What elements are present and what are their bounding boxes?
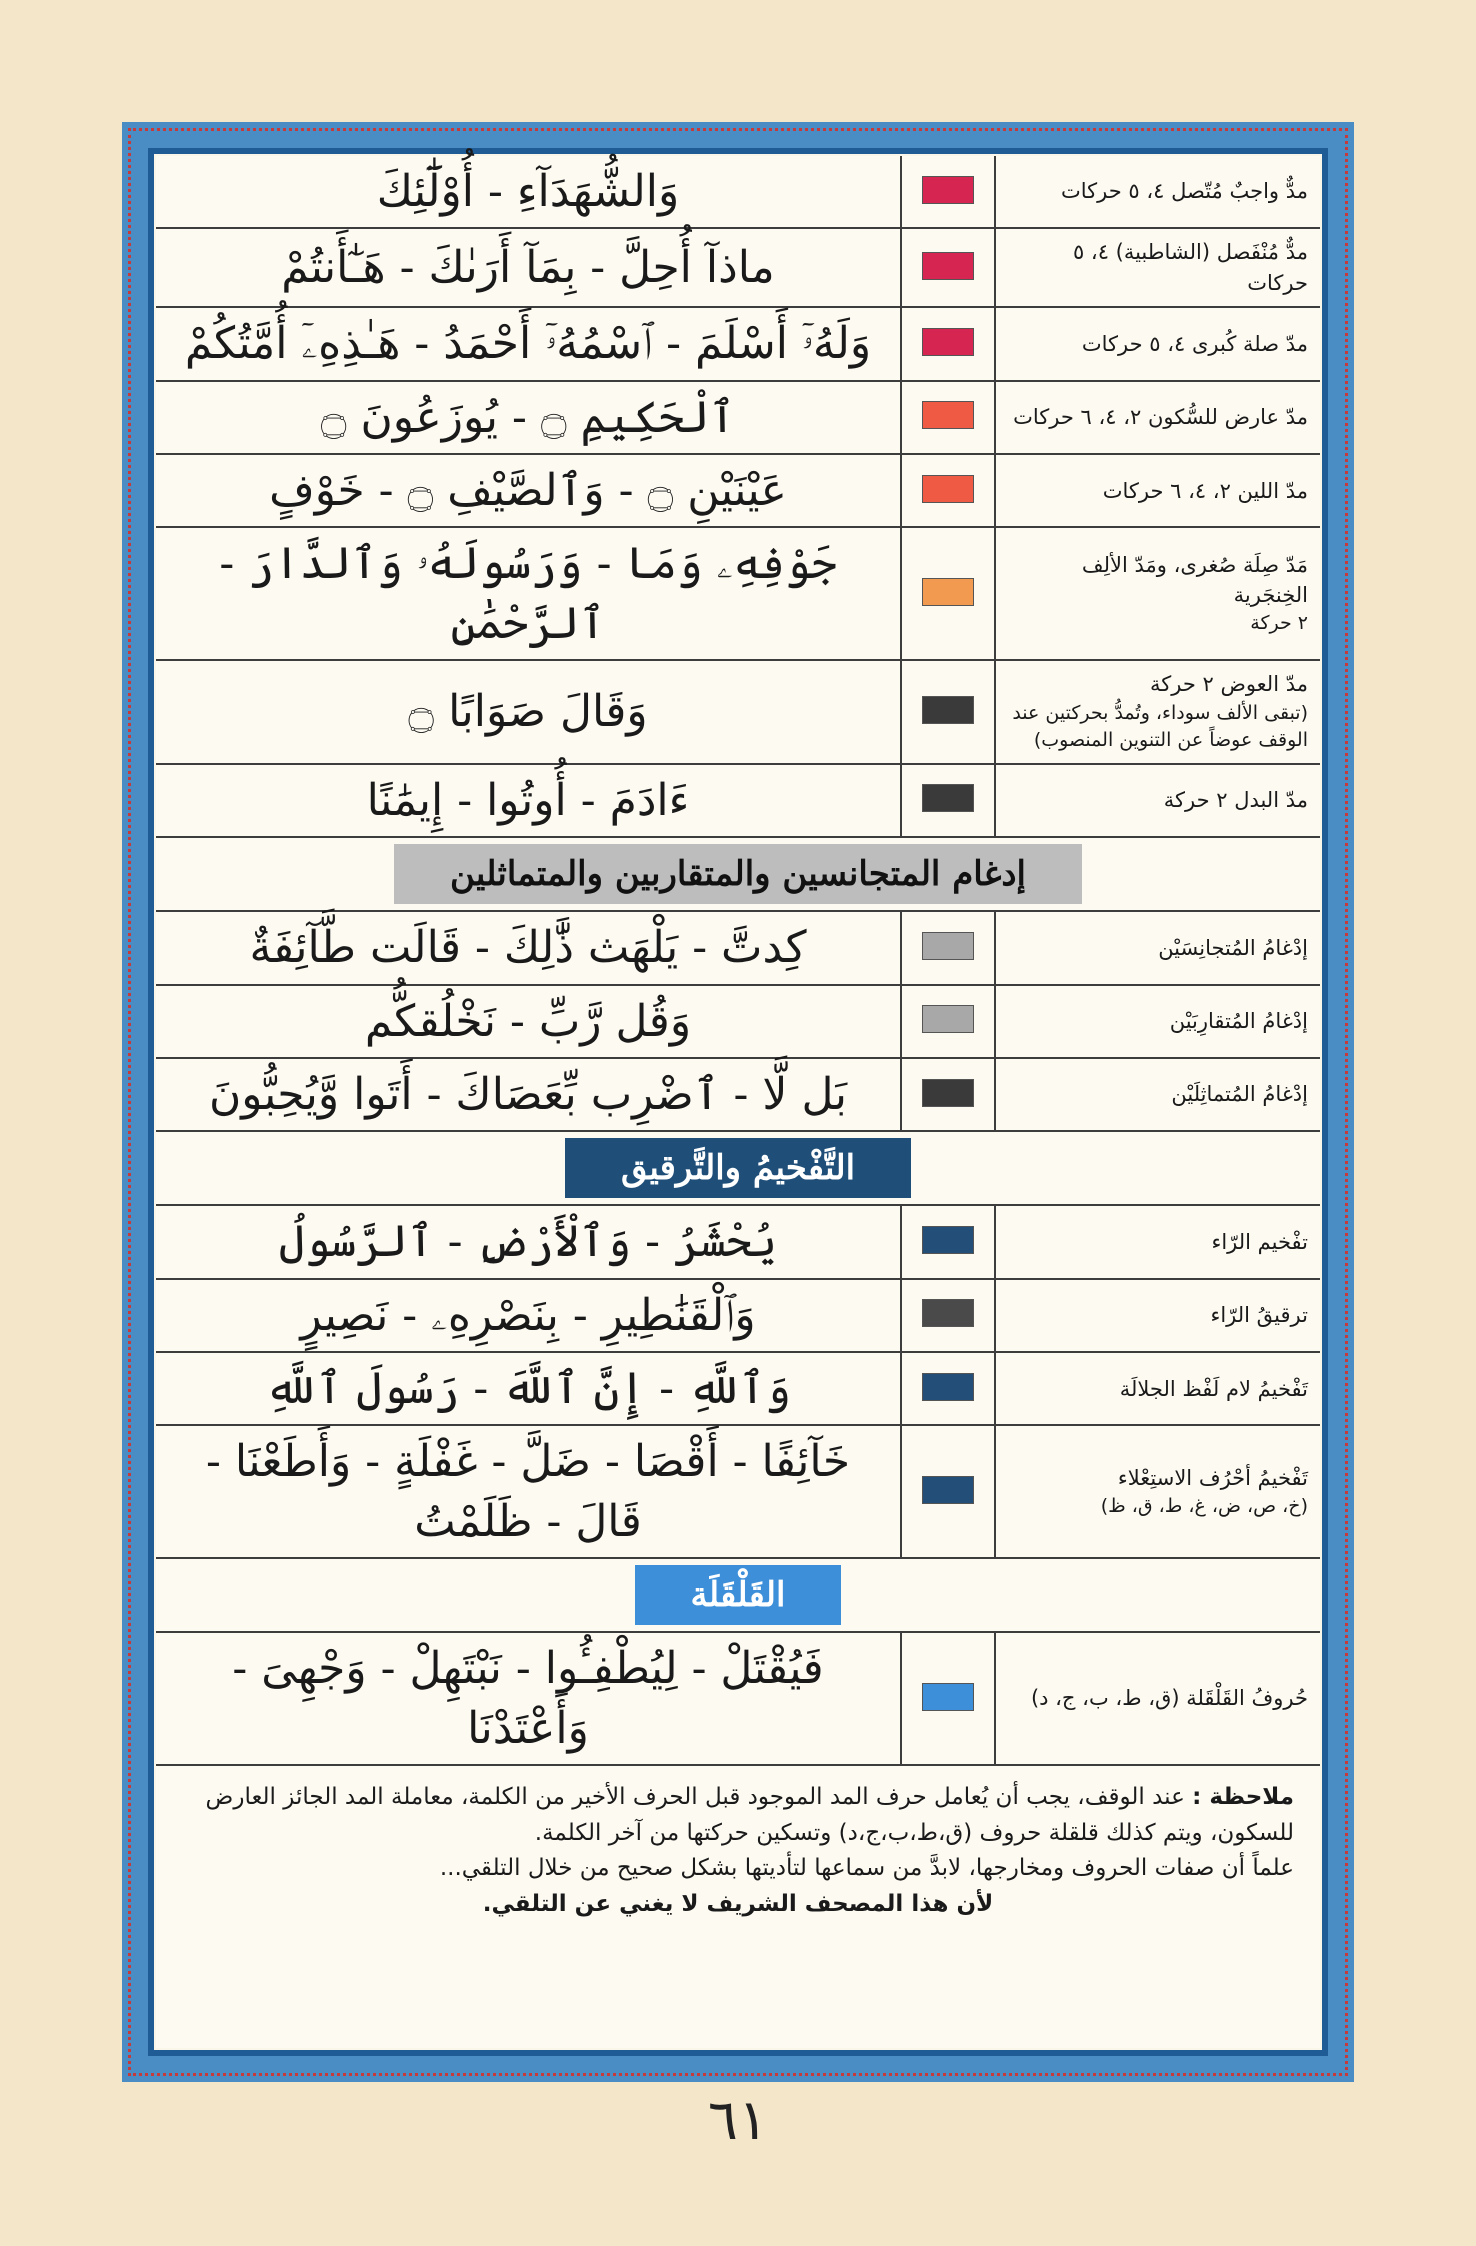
rule-label-note: (خ، ص، ض، غ، ط، ق، ظ) xyxy=(1100,1495,1308,1518)
rule-label: مدٌّ واجبٌ مُتّصل ٤، ٥ حركات xyxy=(1060,179,1308,204)
rule-example: كِدتَّ - يَلْهَث ذَّٰلِكَ - قَالَت طَّآئِفَةٌ xyxy=(156,911,901,984)
color-swatch xyxy=(922,932,974,960)
color-swatch xyxy=(922,784,974,812)
rule-label: مدٌّ مُنْفَصل (الشاطبية) ٤، ٥ حركات xyxy=(1072,240,1308,295)
page-border xyxy=(122,122,1354,2082)
qalqala-heading: القَلْقَلَة xyxy=(635,1565,842,1625)
rule-row xyxy=(156,1205,1320,1278)
rule-example: ماذآ أُحِلَّ - بِمَآ أَرَىٰكَ - هَـٰٓأَنتُمْ xyxy=(156,228,901,307)
note-section xyxy=(156,1766,1320,1929)
rule-example: وَقُل رَّبِّ - نَخْلُقكُّم xyxy=(156,985,901,1058)
rule-label-cell xyxy=(995,1632,1320,1765)
tafkhim-heading-cell xyxy=(156,1131,1320,1205)
idgham-heading-row xyxy=(156,837,1320,911)
color-swatch xyxy=(922,1005,974,1033)
color-swatch xyxy=(922,578,974,606)
rule-label-cell xyxy=(995,1058,1320,1131)
rule-example: جَوْفِهِۦ وَمَا - وَرَسُولَهُۥ وَٱلدَّارَ - ٱلرَّحْمَٰنِ xyxy=(156,527,901,660)
rule-label-cell xyxy=(995,911,1320,984)
color-swatch-cell xyxy=(901,1352,995,1425)
qalqala-heading-row xyxy=(156,1558,1320,1632)
note-text-1: عند الوقف، يجب أن يُعامل حرف المد الموجود قبل الحرف الأخير من الكلمة، معاملة المد الجائز العارض للسكون، ويتم كذلك قلقلة حروف (ق،ط،ب،ج،د) وتسكين حركتها من آخر الكلمة. xyxy=(205,1784,1294,1846)
rule-row xyxy=(156,1058,1320,1131)
rule-label: ترقيقُ الرّاء xyxy=(1210,1303,1308,1328)
color-swatch xyxy=(922,328,974,356)
note-text-3: لأن هذا المصحف الشريف لا يغني عن التلقي. xyxy=(482,1890,994,1917)
rule-label-note: (تبقى الألف سوداء، وتُمدُّ بحركتين عند الوقف عوضاً عن التنوين المنصوب) xyxy=(1012,701,1308,752)
rule-label-cell xyxy=(995,156,1320,228)
rule-row xyxy=(156,228,1320,307)
rule-example: وَٱلْقَنَٰطِيرِ - بِنَصْرِهِۦ - نَصِيرٍ xyxy=(156,1279,901,1352)
rule-example: ءَادَمَ - أُوتُوا - إِيمَٰنًا xyxy=(156,764,901,837)
rule-label: تَفْخيمُ لام لَفْظ الجلالَة xyxy=(1119,1376,1308,1401)
rule-label-cell xyxy=(995,1425,1320,1558)
page-number: ٦١ xyxy=(707,2088,769,2153)
rule-label-cell xyxy=(995,660,1320,764)
rule-example: بَل لَّا - ٱضْرِب بِّعَصَاكَ - أَتَوا وَّيُحِبُّونَ xyxy=(156,1058,901,1131)
color-swatch-cell xyxy=(901,307,995,380)
rule-example: وَالشُّهَدَآءِ - أُوْلَٰٓئِكَ xyxy=(156,156,901,228)
rule-example: وَقَالَ صَوَابًا ۝ xyxy=(156,660,901,764)
color-swatch xyxy=(922,1079,974,1107)
color-swatch-cell xyxy=(901,1058,995,1131)
color-swatch xyxy=(922,401,974,429)
rule-label: مدّ صلة كُبرى ٤، ٥ حركات xyxy=(1081,331,1308,356)
rule-label: تفْخيم الرّاء xyxy=(1211,1229,1308,1254)
color-swatch xyxy=(922,1683,974,1711)
color-swatch-cell xyxy=(901,454,995,527)
rule-example: ٱلْحَكِيمِ ۝ - يُوزَعُونَ ۝ xyxy=(156,381,901,454)
color-swatch-cell xyxy=(901,764,995,837)
rule-label: مدّ البدل ٢ حركة xyxy=(1163,788,1308,813)
idgham-heading: إدغام المتجانسين والمتقاربين والمتماثلين xyxy=(394,844,1082,904)
rule-label: إدْغامُ المُتجانِسَيْن xyxy=(1158,935,1308,960)
color-swatch-cell xyxy=(901,985,995,1058)
rule-row xyxy=(156,1425,1320,1558)
page-content xyxy=(156,156,1320,2048)
rule-row xyxy=(156,454,1320,527)
color-swatch xyxy=(922,475,974,503)
idgham-heading-cell xyxy=(156,837,1320,911)
color-swatch-cell xyxy=(901,1425,995,1558)
color-swatch-cell xyxy=(901,1632,995,1765)
rule-example: يُحْشَرُ - وَٱلْأَرْضِ - ٱلرَّسُولُ xyxy=(156,1205,901,1278)
rule-row xyxy=(156,911,1320,984)
rule-label: إدْغامُ المُتقارِبَيْن xyxy=(1169,1009,1308,1033)
rule-label-cell xyxy=(995,527,1320,660)
rule-example: عَيْنَيْنِ ۝ - وَٱلصَّيْفِ ۝ - خَوْفٍ xyxy=(156,454,901,527)
rule-label: تَفْخيمُ أحْرُف الاستِعْلاء xyxy=(1117,1465,1308,1490)
color-swatch xyxy=(922,1476,974,1504)
note-lead: ملاحظة : xyxy=(1192,1784,1294,1811)
color-swatch-cell xyxy=(901,660,995,764)
color-swatch xyxy=(922,696,974,724)
rule-row xyxy=(156,764,1320,837)
rule-label-cell xyxy=(995,985,1320,1058)
note-paragraph-1 xyxy=(182,1780,1294,1851)
rule-label-cell xyxy=(995,1205,1320,1278)
color-swatch-cell xyxy=(901,1205,995,1278)
rule-row xyxy=(156,381,1320,454)
color-swatch-cell xyxy=(901,381,995,454)
rule-row xyxy=(156,1352,1320,1425)
note-text-2: علماً أن صفات الحروف ومخارجها، لابدَّ من سماعها لتأديتها بشكل صحيح من خلال التلقي... xyxy=(439,1855,1294,1882)
rule-row xyxy=(156,156,1320,228)
rule-example: وَلَهُۥٓ أَسْلَمَ - ٱسْمُهُۥٓ أَحْمَدُ - هَـٰذِهِۦٓ أُمَّتُكُمْ xyxy=(156,307,901,380)
rule-row xyxy=(156,1279,1320,1352)
color-swatch-cell xyxy=(901,228,995,307)
tafkhim-heading: التَّفْخيمُ والتَّرقيق xyxy=(565,1138,911,1198)
rule-row xyxy=(156,660,1320,764)
rule-label: مدّ عارض للسُّكون ٢، ٤، ٦ حركات xyxy=(1013,405,1308,430)
rule-label-note: ٢ حركة xyxy=(1250,612,1308,635)
color-swatch xyxy=(922,1373,974,1401)
color-swatch-cell xyxy=(901,911,995,984)
color-swatch xyxy=(922,176,974,204)
rule-example: خَآئِفًا - أَقْصَا - ضَلَّ - غَفْلَةٍ - وَأَطَعْنَا - قَالَ - ظَلَمْتُ xyxy=(156,1425,901,1558)
color-swatch-cell xyxy=(901,1279,995,1352)
color-swatch xyxy=(922,1299,974,1327)
rule-label: مَدّ صِلَة صُغرى، ومَدّ الألِف الخِنجَرية xyxy=(1081,552,1308,608)
rule-row xyxy=(156,985,1320,1058)
rule-label-cell xyxy=(995,764,1320,837)
rule-label-cell xyxy=(995,381,1320,454)
rule-row xyxy=(156,527,1320,660)
rule-label: مدّ العوض ٢ حركة xyxy=(1149,672,1308,697)
rule-label-cell xyxy=(995,1352,1320,1425)
tafkhim-heading-row xyxy=(156,1131,1320,1205)
qalqala-heading-cell xyxy=(156,1558,1320,1632)
rule-label: مدّ اللين ٢، ٤، ٦ حركات xyxy=(1102,478,1308,503)
rule-example: فَيُقْتَلْ - لِيُطْفِـُٔوا - نَبْتَهِلْ - وَجْهِىَ - وَأَعْتَدْنَا xyxy=(156,1632,901,1765)
rule-label: حُروفُ القَلْقَلة (ق، ط، ب، ج، د) xyxy=(1030,1686,1308,1711)
rule-label-cell xyxy=(995,1279,1320,1352)
rule-label: إدْغامُ المُتماثِلَيْن xyxy=(1171,1082,1308,1107)
rule-label-cell xyxy=(995,454,1320,527)
color-swatch-cell xyxy=(901,527,995,660)
rule-row xyxy=(156,1632,1320,1765)
color-swatch-cell xyxy=(901,156,995,228)
rule-row xyxy=(156,307,1320,380)
color-swatch xyxy=(922,252,974,280)
tajweed-table xyxy=(156,156,1320,1766)
rule-example: وَٱللَّهِ - إِنَّ ٱللَّهَ - رَسُولَ ٱللَّهِ xyxy=(156,1352,901,1425)
rule-label-cell xyxy=(995,228,1320,307)
rule-label-cell xyxy=(995,307,1320,380)
color-swatch xyxy=(922,1226,974,1254)
